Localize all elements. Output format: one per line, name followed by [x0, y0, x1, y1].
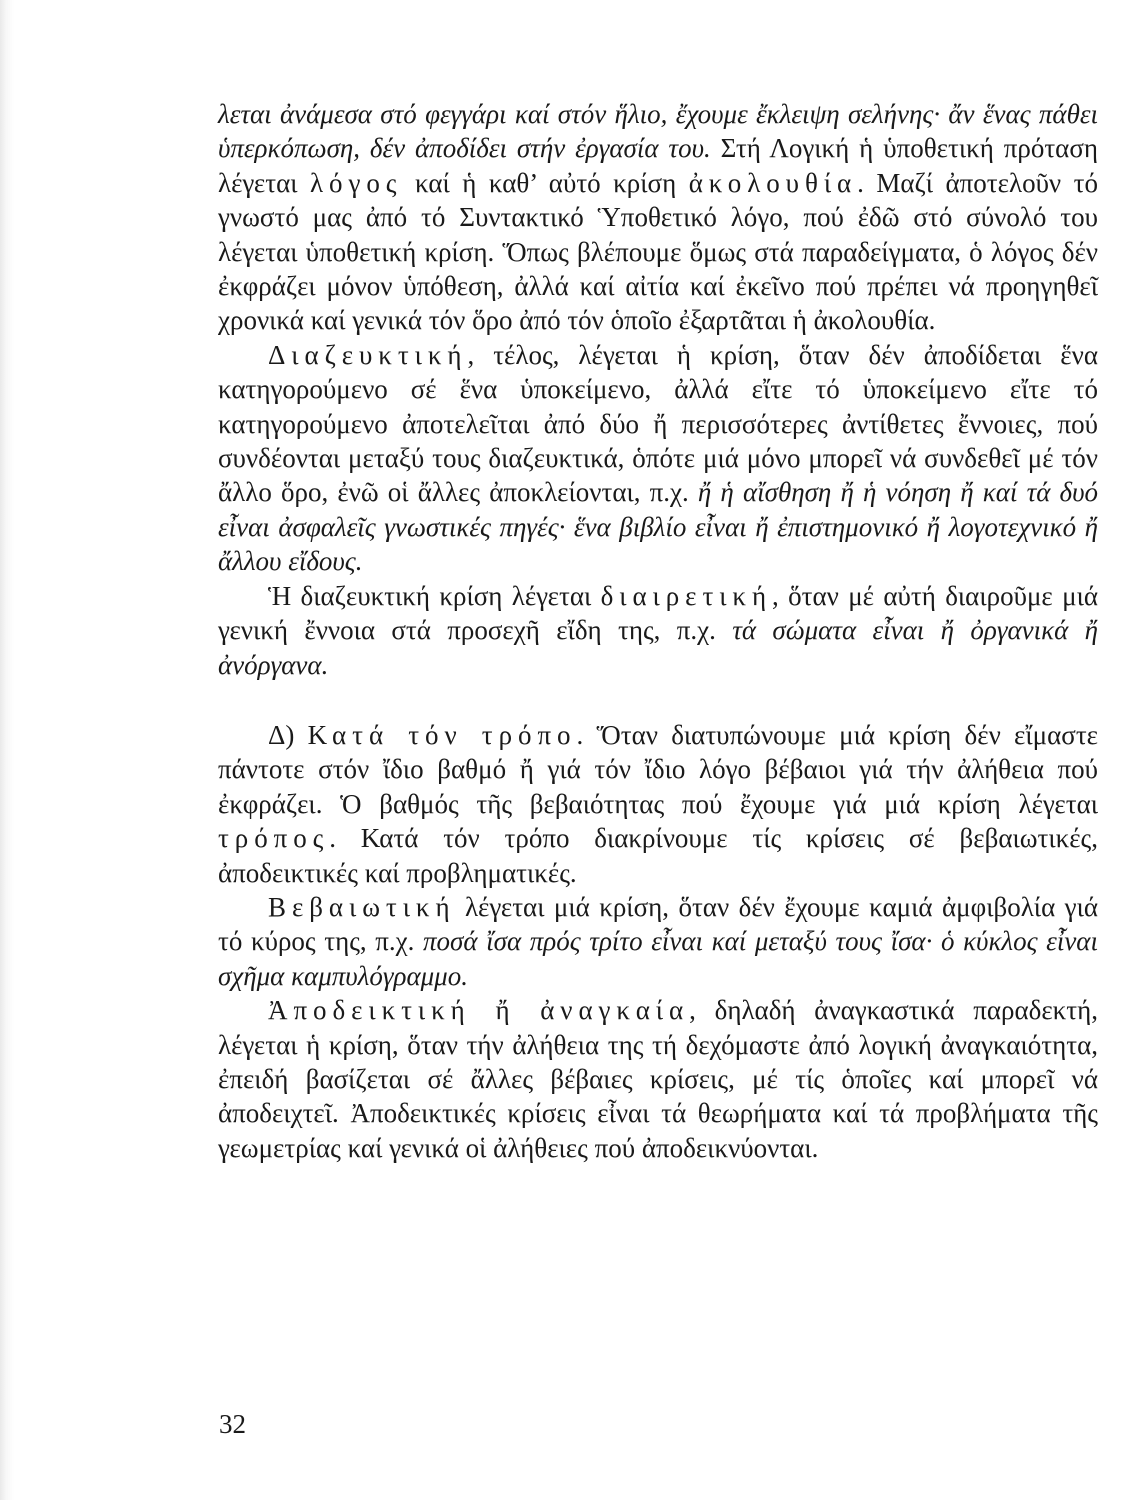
body-text-run: Στή Λογική ἡ ὑποθετική πρόταση λέγεται — [218, 133, 1098, 198]
example-text: ποσά ἴσα πρός τρίτο εἶναι καί μεταξύ τους ἴσα· ὁ κύκλος εἶναι σχῆμα καμπυλόγραμμο. — [218, 926, 1098, 991]
paragraph-assertoric — [218, 890, 1098, 993]
term-apodeiktiki: Ἀποδεικτική ἤ ἀναγκαία — [268, 995, 690, 1026]
body-text-run: καί ἡ καθ’ αὐτό κρίση — [402, 167, 689, 198]
body-text-run: , ὅταν μέ αὐτή διαιροῦμε μιά γενική ἔννοια στά προσεχῆ εἴδη της, π.χ. — [218, 580, 1098, 646]
example-text: λεται ἀνάμεσα στό φεγγάρι καί στόν ἥλιο, ἔχουμε ἔκλειψη σελήνης· ἄν ἕνας πάθει ὑπερκόπωση, δέν ἀποδίδει στήν ἐργασία του. — [218, 99, 1098, 164]
body-text-run: . Κατά τόν τρόπο διακρίνουμε τίς κρίσεις σέ βεβαιωτικές, ἀποδεικτικές καί προβληματικές. — [218, 823, 1098, 888]
body-text-run: Ἡ διαζευκτική κρίση λέγεται — [268, 580, 601, 611]
example-text: τά σώματα εἶναι ἤ ὀργανικά ἤ ἀνόργανα. — [218, 615, 1098, 680]
term-tropos: τρόπος — [218, 823, 330, 854]
section-heading-kata-ton-tropo: Κατά τόν τρόπο — [307, 719, 577, 750]
paragraph-disjunctive — [218, 338, 1098, 579]
term-vevaiotiki: Βεβαιωτική — [268, 891, 456, 922]
paragraph-divisive — [218, 579, 1098, 682]
term-akolouthia: ἀκολουθία — [688, 167, 858, 198]
body-text — [218, 97, 1098, 1165]
body-text-run: . Ὅταν διατυπώνουμε μιά κρίση δέν εἴμαστε πάντοτε στόν ἴδιο βαθμό ἤ γιά τόν ἴδιο λόγο βέβαιοι γιά τήν ἀλήθεια πού ἐκφράζει. Ὁ βαθμός τῆς βεβαιότητας πού ἔχουμε γιά μιά κρίση λέγεται — [218, 719, 1099, 819]
body-text-run: λέγεται μιά κρίση, ὅταν δέν ἔχουμε καμιά ἀμφιβολία γιά τό κύρος της, π.χ. — [218, 891, 1098, 957]
term-diairetiki: διαιρετική — [600, 580, 773, 611]
paragraph-apodictic — [218, 993, 1098, 1165]
term-diazeuktiki: Διαζευκτική — [268, 339, 468, 370]
section-marker: Δ) — [268, 719, 308, 750]
page-number: 32 — [219, 1409, 246, 1439]
body-text-run: , δηλαδή ἀναγκαστικά παραδεκτή, λέγεται ἡ κρίση, ὅταν τήν ἀλήθεια της τή δεχόμαστε ἀπό λογική ἀναγκαιότητα, ἐπειδή βασίζεται σέ ἄλλες βέβαιες κρίσεις, μέ τίς ὁποῖες καί μπορεῖ νά ἀποδειχτεῖ. Ἀποδεικτικές κρίσεις εἶναι τά θεωρήματα καί τά προβλήματα τῆς γεωμετρίας καί γενικά οἱ ἀλήθειες πού ἀποδεικνύονται. — [218, 995, 1098, 1163]
paragraph-modality — [218, 718, 1098, 890]
body-text-run: , τέλος, λέγεται ἡ κρίση, ὅταν δέν ἀποδίδεται ἕνα κατηγορούμενο σέ ἕνα ὑποκείμενο, ἀλλά εἴτε τό ὑποκείμενο εἴτε τό κατηγορούμενο ἀποτελεῖται ἀπό δύο ἤ περισσότερες ἀντίθετες ἔννοιες, πού συνδέονται μεταξύ τους διαζευκτικά, ὁπότε μιά μόνο μπορεῖ νά συνδεθεῖ μέ τόν ἄλλο ὅρο, ἐνῶ οἱ ἄλλες ἀποκλείονται, π.χ. — [218, 339, 1098, 508]
term-logos: λόγος — [310, 167, 403, 198]
paragraph-hypothetical-continuation — [218, 97, 1098, 338]
example-text: ἤ ἡ αἴσθηση ἤ ἡ νόηση ἤ καί τά δυό εἶναι ἀσφαλεῖς γνωστικές πηγές· ἕνα βιβλίο εἶναι ἤ ἐπιστημονικό ἤ λογοτεχνικό ἤ ἄλλου εἴδους. — [218, 477, 1098, 577]
body-text-run: . Μαζί ἀποτελοῦν τό γνωστό μας ἀπό τό Συντακτικό Ὑποθετικό λόγο, πού ἐδῶ στό σύνολό του λέγεται ὑποθετική κρίση. Ὅπως βλέπουμε ὅμως στά παραδείγματα, ὁ λόγος δέν ἐκφράζει μόνον ὑπόθεση, ἀλλά καί αἰτία καί ἐκεῖνο πού πρέπει νά προηγηθεῖ χρονικά καί γενικά τόν ὅρο ἀπό τόν ὁποῖο ἐξαρτᾶται ἡ ἀκολουθία. — [218, 167, 1098, 336]
